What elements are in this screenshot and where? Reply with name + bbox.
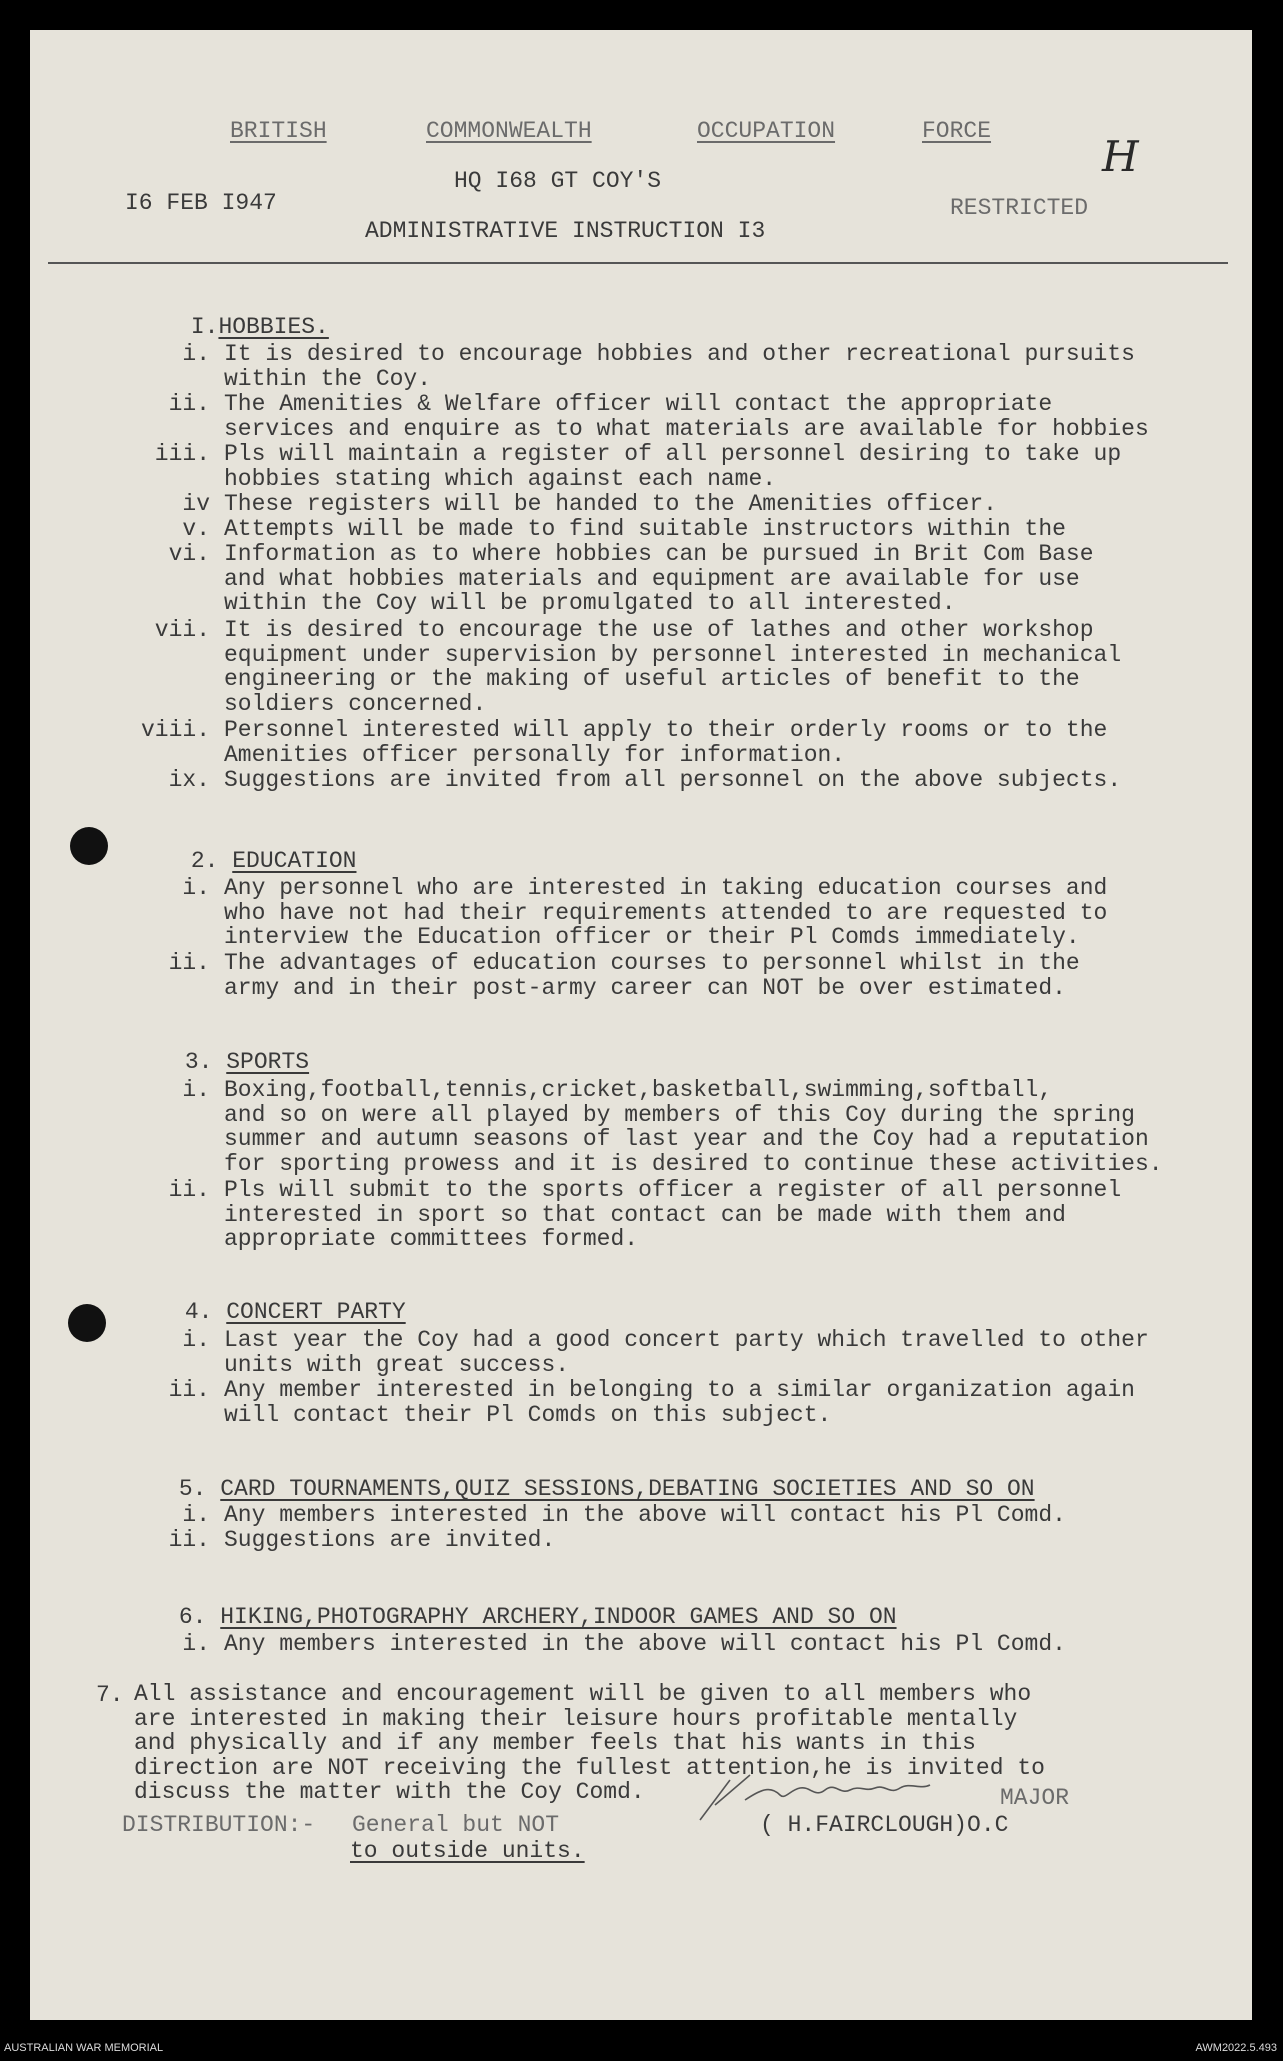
item-text: Any personnel who are interested in taking education courses and who have not had their requirements attended to are requested to interview the Education officer or their Pl Comds immediately. xyxy=(224,875,1108,950)
item-number: ii. xyxy=(168,1177,210,1203)
item-text: Attempts will be made to find suitable instructors within the xyxy=(224,516,1066,542)
section-2-number: 2. xyxy=(190,848,219,874)
item-text: Any members interested in the above will contact his Pl Comd. xyxy=(224,1502,1066,1528)
item-number: ii. xyxy=(168,1377,210,1403)
footer-accession-number: AWM2022.5.493 xyxy=(1195,2042,1277,2054)
item-text: It is desired to encourage the use of lathes and other workshop equipment under supervision by personnel interested in mechanical engineering or the making of useful articles of benefit to the soldiers concerned. xyxy=(224,617,1122,717)
item-text: Suggestions are invited from all personnel on the above subjects. xyxy=(224,767,1122,793)
item-text: Personnel interested will apply to their orderly rooms or to the Amenities officer personally for information. xyxy=(224,717,1108,768)
header-unit: HQ I68 GT COY'S xyxy=(454,168,662,194)
document-body xyxy=(30,30,1252,2020)
section-3-title: SPORTS xyxy=(226,1049,310,1075)
item-number: i. xyxy=(182,1502,210,1528)
punch-hole-top xyxy=(70,827,108,865)
section-5-title: CARD TOURNAMENTS,QUIZ SESSIONS,DEBATING SOCIETIES AND SO ON xyxy=(220,1476,1035,1502)
item-number: iii. xyxy=(154,441,210,467)
item-number: ii. xyxy=(168,391,210,417)
item-number: i. xyxy=(182,341,210,367)
item-number: vii. xyxy=(154,617,210,643)
header-divider xyxy=(48,262,1228,264)
signature-rank: MAJOR xyxy=(1000,1785,1070,1811)
item-text: Suggestions are invited. xyxy=(224,1527,556,1553)
section-1-title: HOBBIES. xyxy=(218,314,329,340)
item-text: These registers will be handed to the Amenities officer. xyxy=(224,491,997,517)
item-text: It is desired to encourage hobbies and other recreational pursuits within the Coy. xyxy=(224,341,1135,392)
header-classification: RESTRICTED xyxy=(950,195,1089,221)
signature-name: ( H.FAIRCLOUGH)O.C xyxy=(760,1812,1009,1838)
section-6-title: HIKING,PHOTOGRAPHY ARCHERY,INDOOR GAMES AND SO ON xyxy=(220,1604,897,1630)
item-number: i. xyxy=(182,1631,210,1657)
item-text: Any member interested in belonging to a similar organization again will contact their Pl Comds on this subject. xyxy=(224,1377,1135,1428)
distribution-line-1: General but NOT xyxy=(352,1812,560,1838)
section-7-number: 7. xyxy=(96,1682,124,1708)
distribution-line-2: to outside units. xyxy=(350,1838,585,1864)
item-text: Information as to where hobbies can be pursued in Brit Com Base and what hobbies materials and equipment are available for use within the Coy will be promulgated to all interested. xyxy=(224,541,1094,616)
header-force-word-1: BRITISH xyxy=(230,118,327,144)
header-force-word-3: OCCUPATION xyxy=(697,118,836,144)
item-text: Boxing,football,tennis,cricket,basketball,swimming,softball, and so on were all played by members of this Coy during the spring summer and autumn seasons of last year and the Coy had a reputation for sporting prowess and it is desired to continue these activities. xyxy=(224,1077,1163,1177)
distribution-label: DISTRIBUTION:- xyxy=(122,1812,316,1838)
item-text: Pls will maintain a register of all personnel desiring to take up hobbies stating which against each name. xyxy=(224,441,1122,492)
document-page xyxy=(30,30,1252,2020)
item-text: The advantages of education courses to personnel whilst in the army and in their post-army career can NOT be over estimated. xyxy=(224,950,1080,1001)
item-number: viii. xyxy=(140,717,210,743)
item-number: i. xyxy=(182,875,210,901)
item-number: ix. xyxy=(168,767,210,793)
section-6-number: 6. xyxy=(178,1604,207,1630)
item-number: v. xyxy=(182,516,210,542)
footer-source-label: AUSTRALIAN WAR MEMORIAL xyxy=(4,2042,164,2054)
item-number: ii. xyxy=(168,1527,210,1553)
header-force-word-2: COMMONWEALTH xyxy=(426,118,592,144)
section-3-number: 3. xyxy=(184,1049,213,1075)
item-number: ii. xyxy=(168,950,210,976)
item-text: Last year the Coy had a good concert party which travelled to other units with great success. xyxy=(224,1327,1149,1378)
section-5-number: 5. xyxy=(178,1476,207,1502)
item-number: i. xyxy=(182,1327,210,1353)
item-text: Any members interested in the above will contact his Pl Comd. xyxy=(224,1631,1066,1657)
handwritten-mark: H xyxy=(1102,132,1139,181)
section-4-number: 4. xyxy=(184,1299,213,1325)
header-force-word-4: FORCE xyxy=(922,118,992,144)
section-4-title: CONCERT PARTY xyxy=(226,1299,406,1325)
item-text: Pls will submit to the sports officer a register of all personnel interested in sport so that contact can be made with them and appropriate committees formed. xyxy=(224,1177,1122,1252)
header-instruction: ADMINISTRATIVE INSTRUCTION I3 xyxy=(365,218,766,244)
section-2-title: EDUCATION xyxy=(232,848,357,874)
item-text: The Amenities & Welfare officer will contact the appropriate services and enquire as to what materials are available for hobbies xyxy=(224,391,1149,442)
section-7-text: All assistance and encouragement will be given to all members who are interested in making their leisure hours profitable mentally and physically and if any member feels that his wants in this direction are NOT receiving the fullest attention,he is invited to discuss the matter with the Coy Comd. xyxy=(134,1681,1045,1805)
item-number: i. xyxy=(182,1077,210,1103)
item-number: vi. xyxy=(168,541,210,567)
header-date: I6 FEB I947 xyxy=(125,190,277,216)
item-number: iv xyxy=(182,491,210,517)
section-1-number: I. xyxy=(190,314,219,340)
